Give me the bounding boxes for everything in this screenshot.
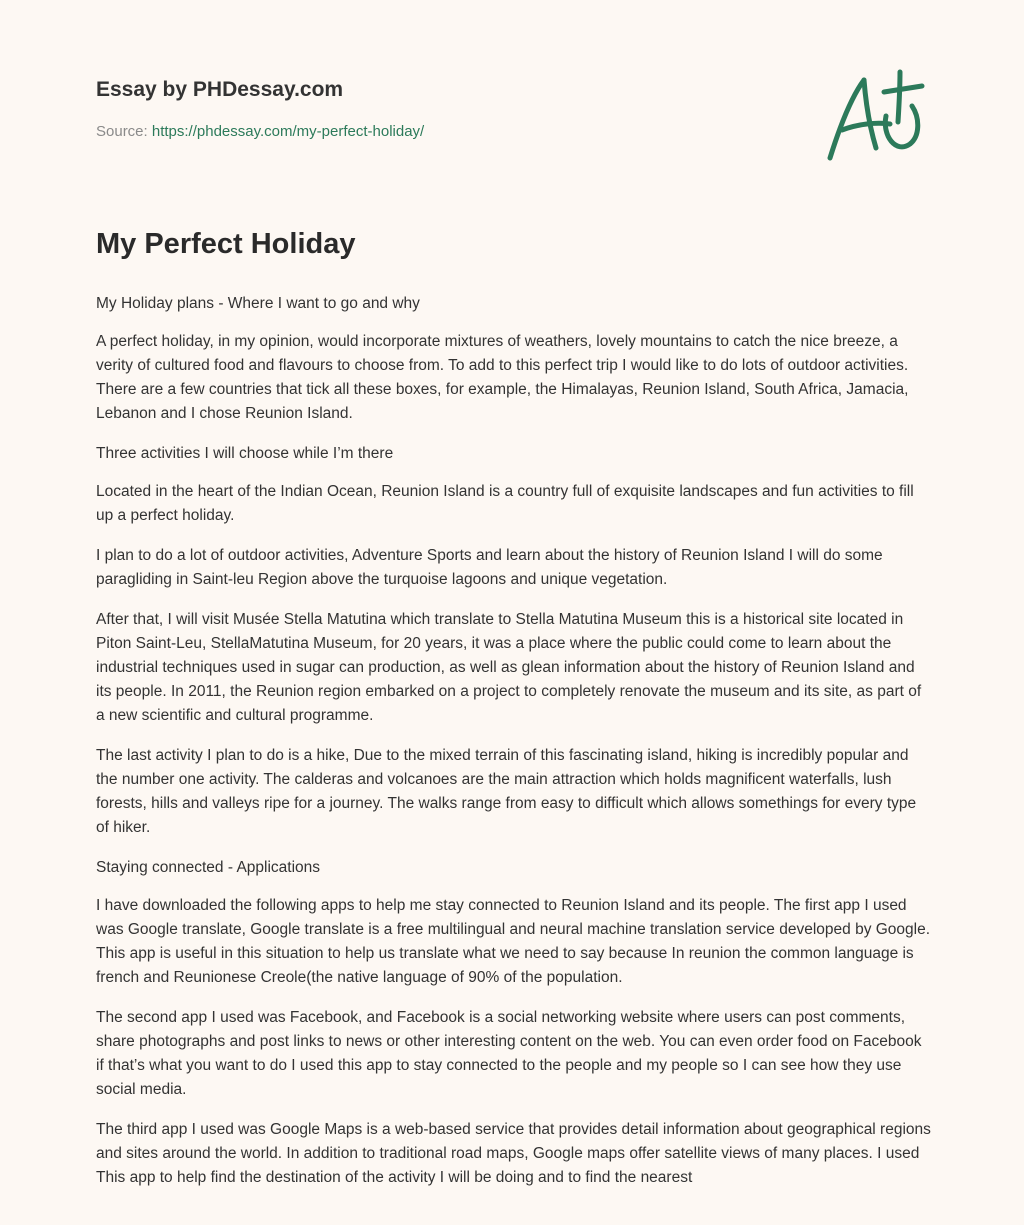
section-heading-activities: Three activities I will choose while I’m there <box>96 445 394 462</box>
essay-title: My Perfect Holiday <box>96 228 356 260</box>
paragraph: After that, I will visit Musée Stella Matutina which translate to Stella Matutina Museum this is a historical site located in Piton Saint-Leu, StellaMatutina Museum, for 20 years, it was a place where the public could come to learn about the industrial techniques used in sugar can production, as well as glean information about the history of Reunion Island and its people. In 2011, the Reunion region embarked on a project to completely renovate the museum and its site, as part of a new scientific and cultural programme. <box>96 611 922 724</box>
paragraph: I have downloaded the following apps to help me stay connected to Reunion Island and its people. The first app I used was Google translate, Google translate is a free multilingual and neural machine translation service developed by Google. This app is useful in this situation to help us translate what we need to say because In reunion the common language is french and Reunionese Creole(the native language of 90% of the population. <box>96 897 931 986</box>
source-line <box>96 122 796 142</box>
page-header <box>96 76 796 142</box>
source-link[interactable]: https://phdessay.com/my-perfect-holiday/ <box>151 123 425 140</box>
source-label: Source: <box>96 123 152 140</box>
paragraph: A perfect holiday, in my opinion, would incorporate mixtures of weathers, lovely mountains to catch the nice breeze, a verity of cultured food and flavours to choose from. To add to this perfect trip I would like to do lots of outdoor activities. There are a few countries that tick all these boxes, for example, the Himalayas, Reunion Island, South Africa, Jamacia, Lebanon and I chose Reunion Island. <box>96 333 909 422</box>
a-plus-grade-icon <box>820 66 930 166</box>
paragraph: The third app I used was Google Maps is a web-based service that provides detail information about geographical regions and sites around the world. In addition to traditional road maps, Google maps offer satellite views of many places. I used This app to help find the destination of the activity I will be doing and to find the nearest <box>96 1121 931 1186</box>
paragraph: Located in the heart of the Indian Ocean, Reunion Island is a country full of exquisite landscapes and fun activities to fill up a perfect holiday. <box>96 483 914 524</box>
section-heading-staying-connected: Staying connected - Applications <box>96 859 321 876</box>
site-title: Essay by PHDessay.com <box>96 78 344 101</box>
a-plus-logo-svg <box>820 66 930 166</box>
paragraph: I plan to do a lot of outdoor activities, Adventure Sports and learn about the history of Reunion Island I will do some paragliding in Saint-leu Region above the turquoise lagoons and unique vegetation. <box>96 547 883 588</box>
section-heading-holiday-plans: My Holiday plans - Where I want to go and why <box>96 295 420 312</box>
paragraph: The second app I used was Facebook, and Facebook is a social networking website where users can post comments, share photographs and post links to news or other interesting content on the web. You can even order food on Facebook if that’s what you want to do I used this app to stay connected to the people and my people so I can see how they use social media. <box>96 1009 922 1098</box>
essay-content <box>96 222 932 1206</box>
paragraph: The last activity I plan to do is a hike, Due to the mixed terrain of this fascinating island, hiking is incredibly popular and the number one activity. The calderas and volcanoes are the main attraction which holds magnificent waterfalls, lush forests, hills and valleys ripe for a journey. The walks range from easy to difficult which allows somethings for every type of hiker. <box>96 747 917 836</box>
